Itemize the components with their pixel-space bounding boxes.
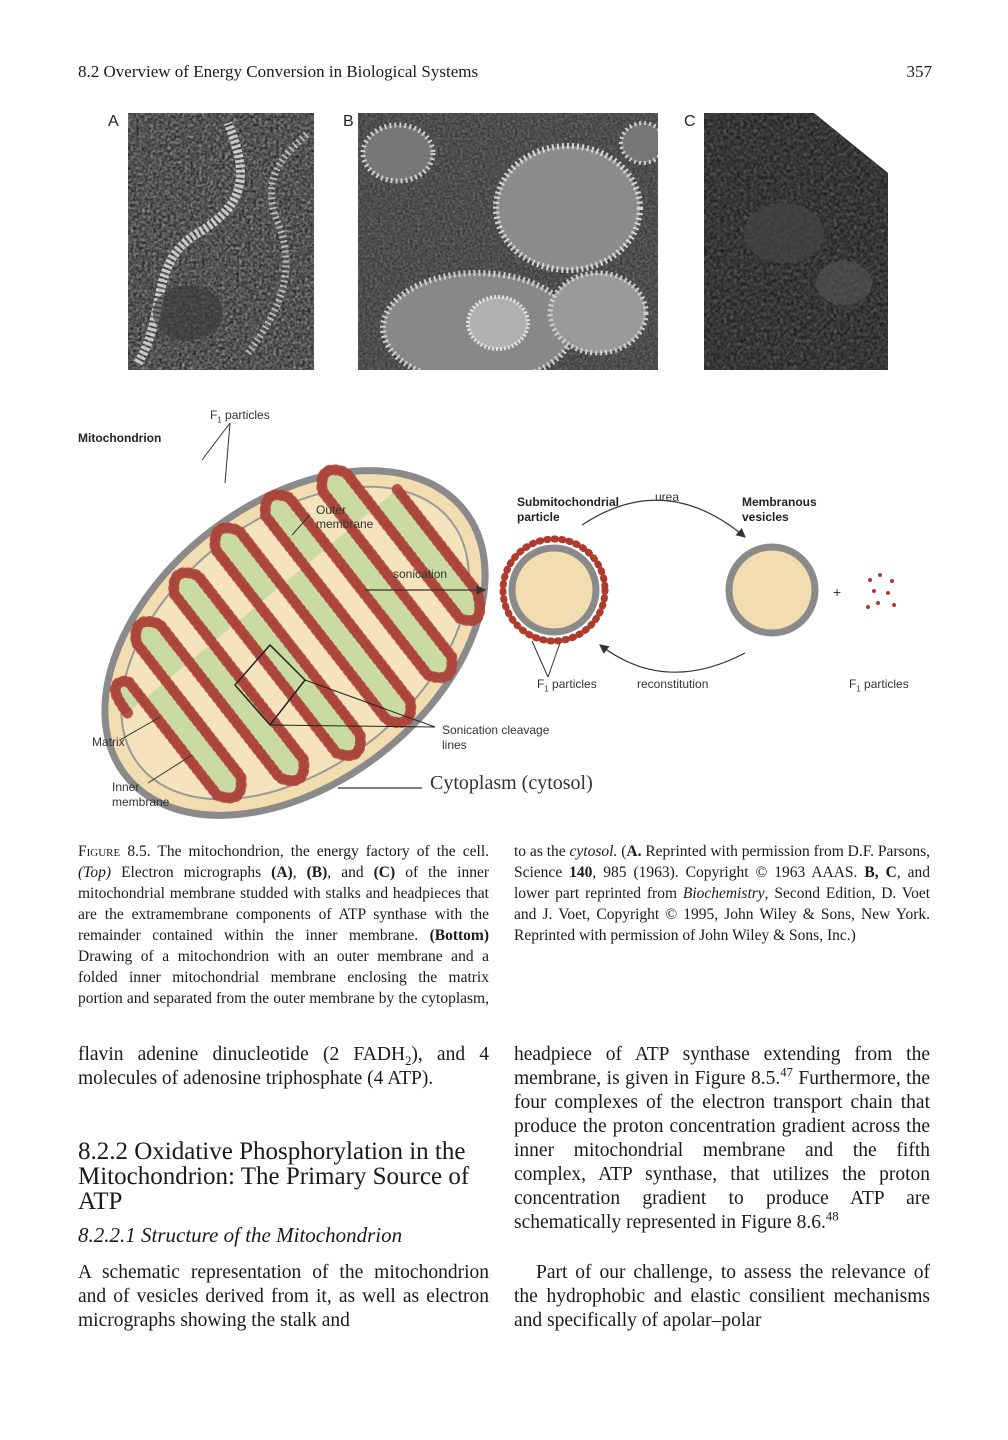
label-f1-particles-top: $F_1$ particles — [210, 408, 270, 425]
label-mitochondrion: Mitochondrion — [78, 431, 162, 445]
figure-caption-continued: to as the cytosol. (A. Reprinted with permission from D.F. Parsons, Science 140, 985 (1963). Copyright © 1963 AAAS. B, C, and lower part reprinted from Biochemistry, Second Edition, D. Voet and J. Voet, Copyright © 1995, John Wiley & Sons, New York. Reprinted with permission of John Wiley & Sons, Inc.) — [514, 843, 930, 944]
label-urea: urea — [655, 490, 680, 504]
figure-caption-left — [78, 841, 489, 1011]
figure-caption: Figure 8.5. The mitochondrion, the energy factory of the cell. (Top) Electron micrographs (A), (B), and (C) of the inner mitochondrial membrane studded with stalks and headpieces that are the extramembrane components of ATP synthase with the remainder contained within the inner membrane. (Bottom) Drawing of a mitochondrion with an outer membrane and a folded inner mitochondrial membrane enclosing the matrix portion and separated from the outer membrane by the cytoplasm, — [78, 843, 489, 1007]
label-membranous-vesicles: Membranous vesicles — [742, 495, 817, 524]
section-heading: 8.2.2 Oxidative Phosphorylation in the Mitochondrion: The Primary Source of ATP — [78, 1138, 470, 1215]
right-para-2: Part of our challenge, to assess the relevance of the hydrophobic and elastic consilient mechanisms and specifically of apolar–polar — [514, 1262, 930, 1331]
left-para-2: A schematic representation of the mitochondrion and of vesicles derived from it, as well as electron micrographs showing the stalk and — [78, 1262, 489, 1331]
panel-label-a: A — [108, 113, 119, 130]
page-number: 357 — [906, 62, 932, 81]
right-para-1: headpiece of ATP synthase extending from the membrane, is given in Figure 8.5.47 Furthermore, the four complexes of the electron transport chain that produce the proton concentration gradient across the inner mitochondrial membrane and the fifth complex, ATP synthase, that utilizes the proton concentration gradient to produce ATP are schematically represented in Figure 8.6.48 — [514, 1044, 930, 1233]
mitochondrion-diagram — [60, 395, 960, 825]
label-submitochondrial-particle: Submitochondrial particle — [517, 495, 619, 524]
subsection-heading: 8.2.2.1 Structure of the Mitochondrion — [78, 1223, 403, 1247]
label-outer-membrane: Outer membrane — [316, 503, 374, 531]
reconstitution-arrow — [600, 645, 745, 672]
label-cytoplasm: Cytoplasm (cytosol) — [430, 772, 593, 794]
figure-caption-right — [514, 841, 930, 991]
panel-label-b: B — [343, 113, 354, 130]
label-f1-particles-left: $F_1$ particles — [537, 677, 597, 694]
micrograph-c-image — [704, 113, 888, 370]
running-header: 8.2 Overview of Energy Conversion in Biological Systems — [78, 62, 479, 81]
label-matrix: Matrix — [92, 735, 125, 749]
micrograph-a — [128, 113, 314, 370]
micrograph-b-image — [358, 113, 658, 370]
label-f1-particles-right: $F_1$ particles — [849, 677, 909, 694]
submitochondrial-particle-shape — [503, 539, 605, 641]
label-plus: + — [833, 584, 842, 600]
label-sonication: sonication — [393, 567, 448, 581]
free-f1-particles — [866, 573, 896, 609]
micrograph-a-image — [128, 113, 314, 370]
mitochondrion-body — [60, 400, 551, 825]
left-para-1: flavin adenine dinucleotide (2 $FADH_2$), and 4 molecules of adenosine triphosphate (4 ATP). — [78, 1044, 489, 1089]
label-reconstitution: reconstitution — [637, 677, 709, 691]
micrograph-c — [704, 113, 888, 370]
label-sonication-cleavage-lines: Sonication cleavage lines — [442, 723, 550, 752]
panel-label-c: C — [684, 113, 696, 130]
label-inner-membrane: Inner membrane — [112, 780, 170, 809]
micrograph-b — [358, 113, 658, 370]
membranous-vesicle-shape — [729, 547, 815, 633]
